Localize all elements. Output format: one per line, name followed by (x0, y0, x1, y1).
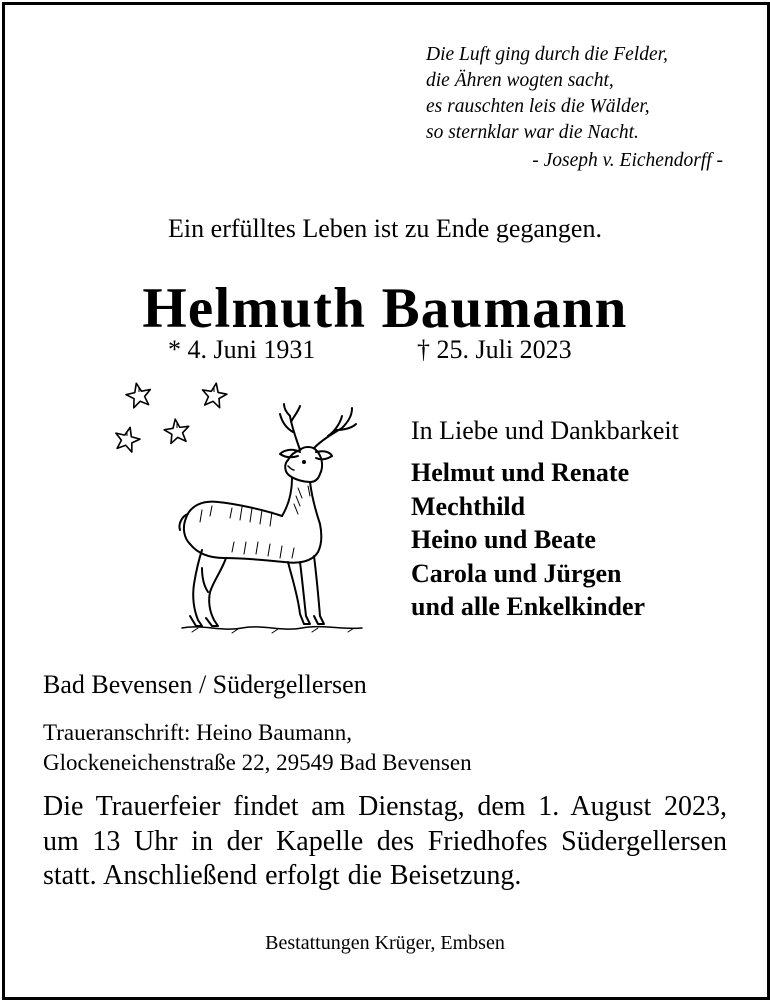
star-icon (124, 381, 153, 409)
mourner-name: Helmut und Renate (411, 458, 630, 487)
service-details: Die Trauerfeier findet am Dienstag, dem 1. August 2023, um 13 Uhr in der Kapelle des Friedhofes Südergellersen statt. Anschließend erfolgt die Beisetzung. (43, 791, 727, 891)
place-names: Bad Bevensen / Südergellersen (43, 670, 367, 699)
mourning-address (43, 718, 472, 778)
funeral-home: Bestattungen Krüger, Embsen (265, 932, 505, 954)
mourner-name: Mechthild (411, 491, 526, 521)
address-line: Traueranschrift: Heino Baumann, (43, 720, 352, 745)
poem-line: die Ähren wogten sacht, (426, 70, 614, 91)
address-line: Glockeneichenstraße 22, 29549 Bad Bevensen (43, 750, 472, 775)
star-icon (112, 424, 142, 453)
poem (426, 42, 746, 174)
intro-text: Ein erfülltes Leben ist zu Ende gegangen. (168, 214, 602, 243)
mourner-name: Carola und Jürgen (411, 558, 622, 588)
mourners-heading: In Liebe und Dankbarkeit (411, 416, 679, 445)
poem-author: - Joseph v. Eichendorff - (532, 150, 723, 171)
mourner-name: Heino und Beate (411, 525, 596, 554)
death-date: † 25. Juli 2023 (417, 335, 572, 364)
poem-line: Die Luft ging durch die Felder, (426, 44, 668, 65)
poem-line: es rauschten leis die Wälder, (426, 96, 650, 117)
mourners-list (411, 456, 645, 624)
birth-date: * 4. Juni 1931 (168, 335, 316, 364)
mourner-name: und alle Enkelkinder (411, 592, 646, 621)
deceased-name: Helmuth Baumann (142, 277, 628, 340)
poem-line: so sternklar war die Nacht. (426, 122, 639, 143)
deer-icon (172, 402, 372, 638)
